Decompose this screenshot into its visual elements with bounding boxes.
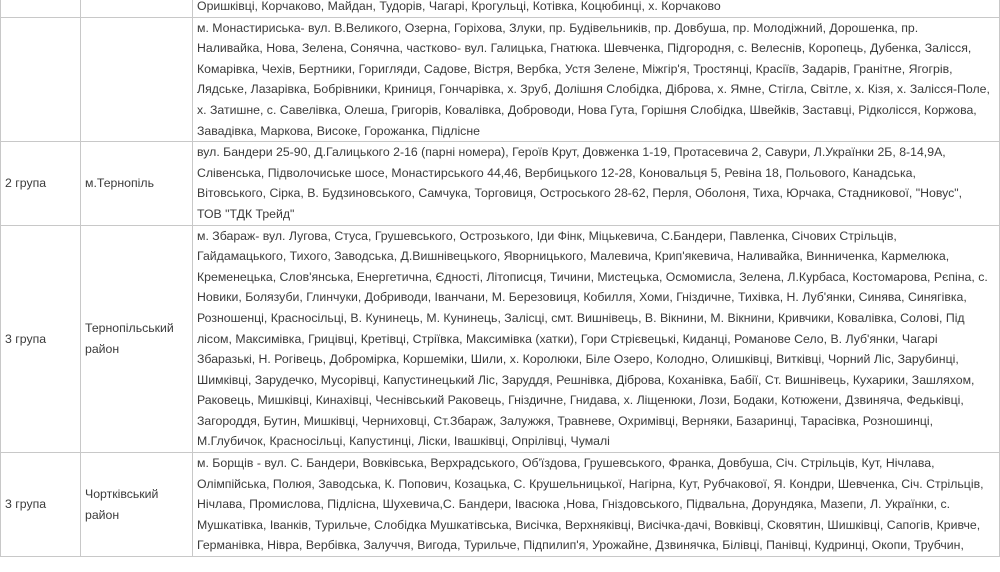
streets-line: Новики, Болязуби, Глинчуки, Добриводи, Іванчани, М. Березовиця, Кобилля, Хоми, Гніздичне, Тихівка, Н. Луб'янки, Синява, Синягівка,: [197, 290, 967, 305]
streets-line: Загороддя, Бутин, Мишківці, Черниховці, Ст.Збараж, Залужжя, Травневе, Охримівці, Верняки, Базаринці, Тарасівка, Розношинці,: [197, 413, 934, 428]
area-cell: Тернопільський район: [81, 225, 193, 453]
streets-line: Кременецька, Слов'янська, Енергетична, Єдності, Літописця, Тичини, Мистецька, Осмомисла, Зелена, Л.Курбаса, Костомарова, Рєпіна, с.: [197, 269, 988, 284]
streets-line: лісом, Максимівка, Грицівці, Кретівці, Стріївка, Максимівка (хатки), Гори Стрієвецькі, Киданці, Романове Село, В. Луб'янки, Чагарі: [197, 331, 938, 346]
group-cell: 3 група: [1, 225, 81, 453]
streets-line: м. Монастириська- вул. В.Великого, Озерна, Горіхова, Злуки, пр. Будівельників, пр. Довбуша, пр. Молодіжний, Дорошенка, пр.: [197, 20, 919, 35]
table-row: [1, 0, 1000, 17]
group-cell: [1, 0, 81, 17]
streets-cell: [193, 0, 1000, 17]
table-row: [1, 225, 1000, 453]
area-cell: [81, 0, 193, 17]
streets-line: Мушкатівка, Іванків, Турильче, Слобідка Мушкатівська, Висічка, Верхняківці, Висічка-дачі, Вовківці, Сковятин, Шишківці, Сапогів, Кривче,: [197, 517, 981, 532]
group-cell: 2 група: [1, 142, 81, 225]
streets-line: Лядське, Лазарівка, Бобрівники, Криниця, Гончарівка, х. Зруб, Долішня Слобідка, Діброва, х. Ямне, Стігла, Світле, х. Кізя, х. Залісся-Поле,: [197, 82, 990, 97]
area-cell: м.Тернопіль: [81, 142, 193, 225]
streets-line: Шимківці, Зарудечко, Мусорівці, Капустинецький Ліс, Заруддя, Решнівка, Діброва, Коханівка, Бабії, Ст. Вишнівець, Кухарики, Зашляхом,: [197, 372, 975, 387]
streets-line: Комарівка, Чехів, Бертники, Горигляди, Садове, Вістря, Вербка, Устя Зелене, Міжгір'я, Тростянці, Красіїв, Задарів, Гранітне, Ягогрів,: [197, 61, 953, 76]
table-row: [1, 453, 1000, 557]
streets-line: М.Глубичок, Красносільці, Капустинці, Ліски, Івашківці, Опрілівці, Чумалі: [197, 434, 610, 449]
group-cell: 3 група: [1, 453, 81, 557]
table-row: [1, 142, 1000, 225]
streets-line: м. Збараж- вул. Лугова, Стуса, Грушевського, Острозького, Іди Фінк, Міцькевича, С.Бандери, Павленка, Січових Стрільців,: [197, 228, 897, 243]
streets-cell: [193, 142, 1000, 225]
streets-line: Олімпійська, Полюя, Заводська, К. Попович, Козацька, С. Крушельницької, Нагірна, Кут, Рубчакової, Я. Кондри, Шевченка, Січ. Стрільців,: [197, 476, 984, 491]
area-cell: Чортківський район: [81, 453, 193, 557]
streets-line: м. Борщів - вул. С. Бандери, Вовківська, Верхрадського, Об'їздова, Грушевського, Франка, Довбуша, Січ. Стрільців, Кут, Нічлава,: [197, 456, 935, 471]
streets-line: Розношенці, Красносільці, В. Кунинець, М. Кунинець, Залісці, смт. Вишнівець, В. Вікнини, М. Вікнини, Кривчики, Ковалівка, Солові, Під: [197, 310, 965, 325]
streets-line: Завадівка, Маркова, Високе, Горожанка, Підлісне: [197, 123, 480, 138]
streets-line: Наливайка, Нова, Зелена, Сонячна, частково- вул. Галицька, Гнатюка. Шевченка, Підгородня, с. Велеснів, Коропець, Дубенка, Залісся,: [197, 41, 972, 56]
streets-line: Збаразькі, Н. Рогівець, Добромірка, Коршеміки, Шили, х. Королюки, Біле Озеро, Колодно, Олишківці, Витківці, Чорний Ліс, Зарубинці,: [197, 352, 959, 367]
streets-line: Раковець, Мишківці, Кинахівці, Чеснівський Раковець, Гніздичне, Гнидава, х. Ліщенюки, Лози, Бодаки, Котюжени, Дзвиняча, Федьківці,: [197, 393, 964, 408]
streets-line: ТОВ "ТДК Трейд": [197, 206, 295, 221]
streets-line: х. Затишне, с. Савелівка, Олеша, Григорів, Ковалівка, Доброводи, Нова Гута, Горішня Слобідка, Швейків, Заставці, Рідколісся, Коржова,: [197, 102, 977, 117]
streets-line: Оришківці, Корчаково, Майдан, Тудорів, Чагарі, Крогульці, Котівка, Коцюбинці, х. Корчаково: [197, 0, 721, 13]
table-row: [1, 17, 1000, 142]
streets-line: Слівенська, Підволочиське шосе, Монастирського 44,46, Вербицького 12-28, Коновальця 5, Ревіна 18, Польового, Канадська,: [197, 165, 916, 180]
streets-cell: [193, 17, 1000, 142]
streets-line: Нічлава, Промислова, Підлісна, Шухевича,С. Бандери, Івасюка ,Нова, Гніздовського, Підвальна, Дорундяка, Мазепи, Л. Українки, с.: [197, 497, 951, 512]
streets-line: вул. Бандери 25-90, Д.Галицького 2-16 (парні номера), Героїв Крут, Довженка 1-19, Протасевича 2, Савури, Л.Українки 2Б, 8-14,9А,: [197, 145, 946, 160]
area-cell: [81, 17, 193, 142]
streets-line: Гайдамацького, Тихого, Заводська, Д.Вишнівецького, Яворницького, Малевича, Крип'якевича, Наливайка, Винниченка, Кармелюка,: [197, 249, 950, 264]
streets-cell: [193, 453, 1000, 557]
streets-line: Германівка, Нівра, Вербівка, Залуччя, Вигода, Турильче, Підпилип'я, Урожайне, Дзвинячка, Білівці, Панівці, Кудринці, Окопи, Трубчин,: [197, 538, 964, 553]
group-cell: [1, 17, 81, 142]
streets-cell: [193, 225, 1000, 453]
streets-line: Вітовського, Сірка, В. Будзиновського, Самчука, Торговиця, Остроського 28-62, Перля, Оболоня, Тиха, Юрчака, Стадникової, "Новус",: [197, 186, 963, 201]
